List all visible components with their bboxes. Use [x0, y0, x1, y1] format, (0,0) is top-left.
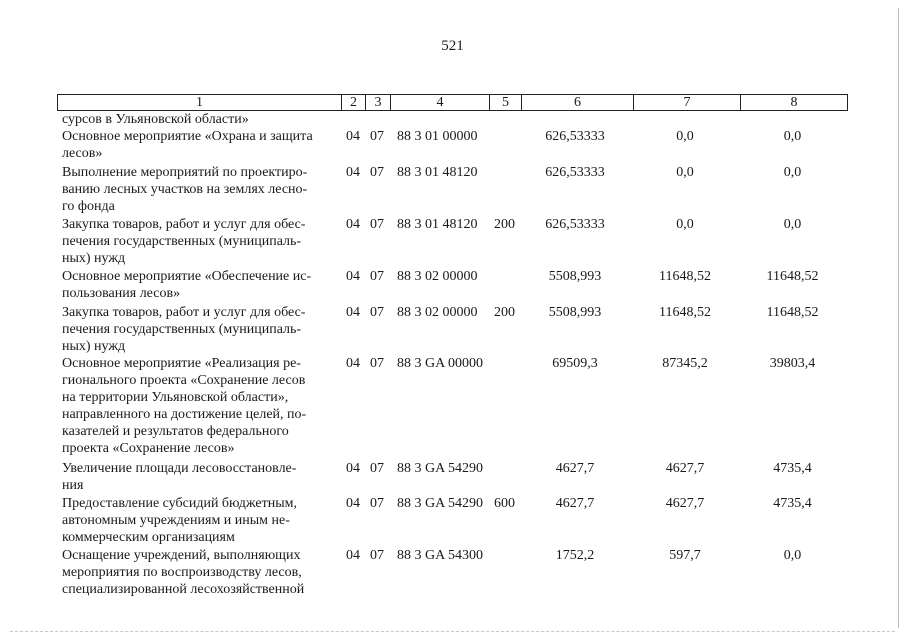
- row-section: 04: [346, 217, 360, 232]
- row-description: Закупка товаров, работ и услуг для обес- печения государственных (муниципаль- ных) нужд: [62, 305, 306, 354]
- row-subsection: 07: [370, 356, 384, 371]
- row-section: 04: [346, 356, 360, 371]
- row-amount-col6: 4627,7: [555, 461, 595, 476]
- row-amount-col7: 597,7: [669, 548, 701, 563]
- row-description: Предоставление субсидий бюджетным, автономным учреждениям и иным не- коммерческим организациям: [62, 496, 298, 545]
- row-expense-type: 600: [494, 496, 515, 511]
- row-target-code: 88 3 02 00000: [397, 269, 478, 284]
- page-edge-right: [898, 8, 899, 628]
- row-subsection: 07: [370, 129, 384, 144]
- header-col-3: 3: [366, 95, 391, 110]
- row-amount-col6: 626,53333: [545, 165, 605, 180]
- row-section: 04: [346, 305, 360, 320]
- row-amount-col8: 11648,52: [766, 269, 819, 284]
- row-amount-col6: 5508,993: [548, 269, 602, 284]
- row-amount-col8: 0,0: [783, 165, 802, 180]
- row-target-code: 88 3 02 00000: [397, 305, 478, 320]
- row-target-code: 88 3 GA 54300: [397, 548, 483, 563]
- row-amount-col6: 626,53333: [545, 217, 605, 232]
- row-description: Оснащение учреждений, выполняющих мероприятия по воспроизводству лесов, специализированной лесохозяйственной: [62, 548, 305, 597]
- row-amount-col6: 1752,2: [555, 548, 595, 563]
- row-description: Увеличение площади лесовосстановле- ния: [62, 461, 297, 493]
- row-description: Основное мероприятие «Охрана и защита лесов»: [62, 129, 313, 161]
- page-edge-bottom: [10, 631, 895, 632]
- row-amount-col7: 11648,52: [659, 269, 711, 284]
- row-description: Основное мероприятие «Реализация ре- гионального проекта «Сохранение лесов на территории Ульяновской области», направленного на достижение целей, по- казателей и результатов федерального проекта «Сохранение лесов»: [62, 356, 307, 456]
- row-amount-col7: 0,0: [676, 165, 694, 180]
- row-amount-col7: 0,0: [676, 129, 694, 144]
- row-description: Закупка товаров, работ и услуг для обес- печения государственных (муниципаль- ных) нужд: [62, 217, 306, 266]
- table-header: [57, 94, 848, 111]
- row-subsection: 07: [370, 165, 384, 180]
- row-amount-col8: 4735,4: [773, 461, 812, 476]
- row-description: Основное мероприятие «Обеспечение ис- пользования лесов»: [62, 269, 312, 301]
- row-target-code: 88 3 GA 54290: [397, 461, 483, 476]
- header-col-6: 6: [522, 95, 634, 110]
- row-section: 04: [346, 496, 360, 511]
- header-col-4: 4: [391, 95, 490, 110]
- row-amount-col7: 4627,7: [665, 461, 705, 476]
- header-col-2: 2: [342, 95, 366, 110]
- row-section: 04: [346, 129, 360, 144]
- row-section: 04: [346, 269, 360, 284]
- row-target-code: 88 3 01 48120: [397, 165, 478, 180]
- row-target-code: 88 3 GA 00000: [397, 356, 483, 371]
- row-amount-col8: 0,0: [783, 548, 802, 563]
- row-section: 04: [346, 548, 360, 563]
- row-section: 04: [346, 165, 360, 180]
- row-subsection: 07: [370, 548, 384, 563]
- header-col-5: 5: [490, 95, 522, 110]
- row-target-code: 88 3 01 00000: [397, 129, 478, 144]
- row-amount-col8: 0,0: [783, 129, 802, 144]
- row-amount-col8: 11648,52: [766, 305, 819, 320]
- row-subsection: 07: [370, 461, 384, 476]
- header-col-1: 1: [58, 95, 342, 110]
- row-expense-type: 200: [494, 305, 515, 320]
- row-amount-col8: 39803,4: [769, 356, 816, 371]
- header-col-7: 7: [634, 95, 741, 110]
- row-amount-col7: 4627,7: [665, 496, 705, 511]
- row-subsection: 07: [370, 269, 384, 284]
- row-amount-col7: 11648,52: [659, 305, 711, 320]
- row-subsection: 07: [370, 496, 384, 511]
- row-amount-col6: 626,53333: [545, 129, 605, 144]
- row-amount-col7: 87345,2: [662, 356, 708, 371]
- row-description: Выполнение мероприятий по проектиро- ванию лесных участков на землях лесно- го фонда: [62, 165, 308, 214]
- page-number: 521: [441, 38, 464, 54]
- row-target-code: 88 3 01 48120: [397, 217, 478, 232]
- row-amount-col6: 69509,3: [552, 356, 598, 371]
- row-target-code: 88 3 GA 54290: [397, 496, 483, 511]
- row-description: сурсов в Ульяновской области»: [62, 112, 249, 127]
- row-amount-col6: 4627,7: [555, 496, 595, 511]
- row-amount-col8: 4735,4: [773, 496, 812, 511]
- row-subsection: 07: [370, 305, 384, 320]
- row-expense-type: 200: [494, 217, 515, 232]
- header-col-8: 8: [790, 95, 798, 110]
- row-amount-col6: 5508,993: [548, 305, 602, 320]
- row-amount-col7: 0,0: [676, 217, 694, 232]
- row-section: 04: [346, 461, 360, 476]
- row-amount-col8: 0,0: [783, 217, 802, 232]
- row-subsection: 07: [370, 217, 384, 232]
